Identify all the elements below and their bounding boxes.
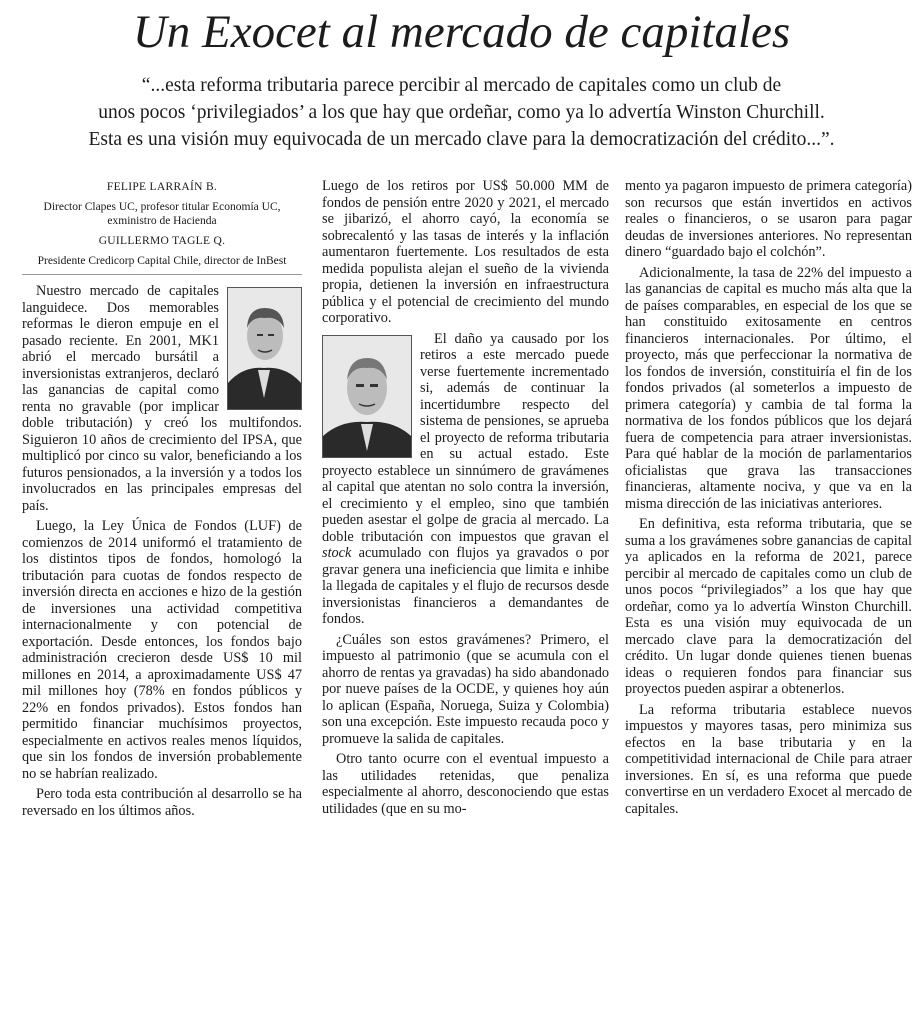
paragraph-text: acumulado con flujos ya gravados o por gravar genera una ineficiencia que limita e inhibe la llegada de capitales y el flujo de recursos desde inversionistas financieros a demandantes de fondos. [322,545,610,627]
pull-quote [20,72,903,153]
paragraph-text: El daño ya causado por los retiros a este mercado puede verse fuertemente incrementado si, además de continuar la incertidumbre respecto del sistema de pensiones, se aprueba el proyecto de reforma tributaria en su actual estado. Este proyecto establece un sinnúmero de gravámenes al capital que atentan no solo contra la inversión, el crecimiento y el empleo, sino que también pueden asestar el golpe de gracia al mercado. La doble tributación con impuestos que gravan el [322,330,609,545]
paragraph: Adicionalmente, la tasa de 22% del impuesto a las ganancias de capital es mucho más alta que la de países comparables, en especial de los que se han constituido exitosamente en centros financieros internacionales. Por último, el proyecto, más que perfeccionar la normativa de los fondos de inversión, constituiría el fin de los fondos privados (al someterlos a impuesto de primera categoría) y cambia de tal forma la normativa de los fondos públicos que los dejará fuera de competencia para atraer inversionistas. Para qué hablar de la moción de parlamentarios oficialistas que grava las transacciones financieras, altamente nociva, y que va en la misma dirección de las iniciativas anteriores. [625,264,912,512]
paragraph: La reforma tributaria establece nuevos impuestos y mayores tasas, pero minimiza sus efectos en la base tributaria y en la competitividad internacional de Chile para atraer inversiones. En sí, es una reforma que puede convertirse en un verdadero Exocet al mercado de capitales. [625,701,912,817]
author-role: Presidente Credicorp Capital Chile, director de InBest [37,255,287,267]
headline: Un Exocet al mercado de capitales [132,6,791,58]
author-photo [227,287,302,410]
paragraph: mento ya pagaron impuesto de primera categoría) son recursos que están invertidos en activos reales o financieros, o se usaron para pagar deudas de inversiones anteriores. No representan dinero “guardado bajo el colchón”. [625,178,912,260]
divider [22,274,302,275]
paragraph: Otro tanto ocurre con el eventual impuesto a las utilidades retenidas, que penaliza especialmente al ahorro, desconociendo que estas utilidades (que en su mo- [322,751,609,817]
paragraph: Luego de los retiros por US$ 50.000 MM de fondos de pensión entre 2020 y 2021, el mercado se jibarizó, el ahorro cayó, la economía se sobrecalentó y las tasas de interés y la inflación aumentaron fuertemente. Los resultados de esta medida populista alejan el sueño de la vivienda propia, detienen la inversión en infraestructura pública y el potencial de crecimiento del mundo corporativo. [322,178,609,326]
author-name: GUILLERMO TAGLE Q. [98,235,226,247]
author-role: Director Clapes UC, profesor titular Economía UC, exministro de Hacienda [43,201,281,227]
paragraph: En definitiva, esta reforma tributaria, que se suma a los gravámenes sobre ganancias de capital ya aplicados en la reforma de 2021, parece percibir al mercado de capitales como un club de unos pocos “privilegiados” a los que hay que ordeñar, como ya lo advertía Winston Churchill. Esta es una visión muy equivocada de un mercado clave para la democratización del crédito. Un lugar donde quienes tienen buenas ideas o requieren fondos para financiar sus proyectos pueden aspirar a obtenerlos. [625,516,912,697]
paragraph: Luego, la Ley Única de Fondos (LUF) de comienzos de 2014 uniformó el tratamiento de los distintos tipos de fondos, homologó la tributación para cuotas de fondos respecto de inversión directa en acciones e hizo de la gestión de inversiones una actividad competitiva internacionalmente y con potencial de exportación. Desde entonces, los fondos bajo administración crecieron desde US$ 10 mil millones en 2014, a aproximadamente US$ 47 mil millones hoy (78% en fondos públicos y 22% en fondos privados). Estos fondos han permitido financiar muchísimos proyectos, especialmente en activos reales menos líquidos, que sin los fondos de inversión probablemente no se habrían realizado. [22,518,302,782]
column-2 [322,178,609,821]
author-photo [322,335,412,458]
portrait-icon [323,336,411,457]
column-3 [625,178,912,821]
portrait-icon [228,288,301,409]
column-1 [22,178,302,823]
pull-quote-line: Esta es una visión muy equivocada de un mercado clave para la democratización del crédito...”. [88,129,835,150]
paragraph: ¿Cuáles son estos gravámenes? Primero, el impuesto al patrimonio (que se acumula con el ahorro de rentas ya gravadas) ha sido abandonado por nueve países de la OCDE, y quienes hoy aún lo aplican (España, Noruega, Suiza y Colombia) son una excepción. Este impuesto recauda poco y promueve la salida de capitales. [322,631,609,747]
italic-term: stock [322,545,352,561]
author-name: FELIPE LARRAÍN B. [106,181,218,193]
paragraph: Nuestro mercado de capitales languidece. Dos memorables reformas le dieron empuje en el pasado reciente. En 2001, MK1 abrió el mercado bursátil a inversionistas extranjeros, declaró las ganancias de capital como renta no gravable (por implicar doble tributación) y creó los multifondos. Siguieron 10 años de crecimiento del IPSA, que multiplicó por cinco su valor, beneficiando a los futuros pensionados, a la inversión y a todos los involucrados en las principales empresas del país. [22,283,302,514]
pull-quote-line: “...esta reforma tributaria parece percibir al mercado de capitales como un club de [141,75,782,96]
pull-quote-line: unos pocos ‘privilegiados’ a los que hay que ordeñar, como ya lo advertía Winston Churchill. [98,102,825,123]
paragraph: Pero toda esta contribución al desarrollo se ha reversado en los últimos años. [22,786,302,819]
